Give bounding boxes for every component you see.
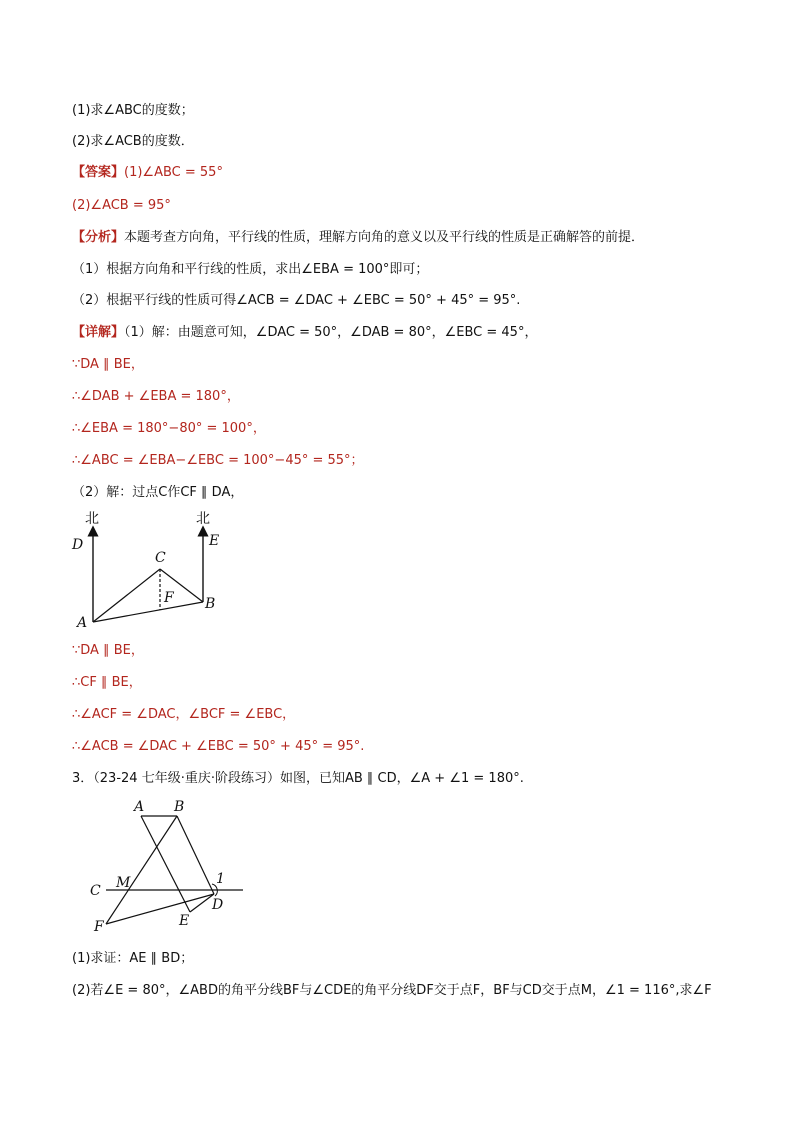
label-e: E	[209, 533, 220, 549]
step1-4: ∴∠ABC = ∠EBA−∠EBC = 100°−45° = 55°；	[72, 453, 364, 468]
step1-2: ∴∠DAB + ∠EBA = 180°，	[72, 389, 240, 404]
question-3	[72, 770, 524, 788]
label-b: B	[205, 596, 216, 612]
direction-angle-figure	[60, 505, 230, 633]
question-3-part-1: (1)求证：AE ∥ BD；	[72, 951, 194, 966]
segment-ed	[190, 894, 214, 912]
question-3-number: 3．	[72, 771, 94, 786]
label-m2: M	[116, 875, 131, 891]
label-d2: D	[212, 897, 224, 913]
north-label-right: 北	[196, 511, 210, 527]
segment-ac	[93, 569, 160, 622]
answer-line-1	[72, 164, 223, 182]
answer-1: (1)∠ABC = 55°	[124, 165, 223, 180]
detail-2-intro: （2）解：过点C作CF ∥ DA，	[72, 485, 244, 500]
parallel-lines-figure	[84, 795, 254, 937]
analysis-text: 本题考查方向角，平行线的性质，理解方向角的意义以及平行线的性质是正确解答的前提．	[124, 230, 645, 245]
step2-2: ∴CF ∥ BE，	[72, 675, 142, 690]
question-3-text: 如图，已知AB ∥ CD，∠A + ∠1 = 180°.	[279, 771, 524, 786]
step1-1: ∵DA ∥ BE，	[72, 357, 144, 372]
label-1: 1	[216, 871, 225, 887]
question-part-2: (2)求∠ACB的度数．	[72, 134, 194, 149]
label-f2: F	[94, 919, 104, 935]
step1-3: ∴∠EBA = 180°−80° = 100°，	[72, 421, 266, 436]
step2-1: ∵DA ∥ BE，	[72, 643, 144, 658]
step2-4: ∴∠ACB = ∠DAC + ∠EBC = 50° + 45° = 95°.	[72, 739, 365, 754]
answer-line-2: (2)∠ACB = 95°	[72, 198, 171, 213]
segment-bd	[177, 816, 214, 894]
detail-line	[72, 324, 537, 342]
analysis-1: （1）根据方向角和平行线的性质，求出∠EBA = 100°即可；	[72, 262, 429, 277]
detail-tag: 【详解】	[72, 325, 125, 340]
segment-ae	[141, 816, 190, 912]
label-f: F	[164, 590, 174, 606]
question-3-part-2: (2)若∠E = 80°，∠ABD的角平分线BF与∠CDE的角平分线DF交于点F，BF与CD交于点M，∠1 = 116°,求∠F	[72, 983, 712, 998]
step2-3: ∴∠ACF = ∠DAC，∠BCF = ∠EBC，	[72, 707, 296, 722]
answer-tag: 【答案】	[72, 165, 125, 180]
label-d: D	[72, 537, 84, 553]
analysis-tag: 【分析】	[72, 230, 125, 245]
question-3-source: （23-24 七年级·重庆·阶段练习）	[93, 771, 280, 786]
label-a2: A	[134, 799, 145, 815]
label-c: C	[155, 550, 166, 566]
analysis-2: （2）根据平行线的性质可得∠ACB = ∠DAC + ∠EBC = 50° + 45° = 95°.	[72, 293, 521, 308]
analysis-line	[72, 229, 644, 247]
segment-ab	[93, 602, 203, 622]
label-e2: E	[179, 913, 190, 929]
label-a: A	[77, 615, 88, 631]
north-label-left: 北	[85, 511, 99, 527]
question-part-1: (1)求∠ABC的度数；	[72, 103, 194, 118]
label-c2: C	[90, 883, 101, 899]
detail-intro: （1）解：由题意可知，∠DAC = 50°，∠DAB = 80°，∠EBC = 45°，	[124, 325, 538, 340]
label-b2: B	[174, 799, 185, 815]
